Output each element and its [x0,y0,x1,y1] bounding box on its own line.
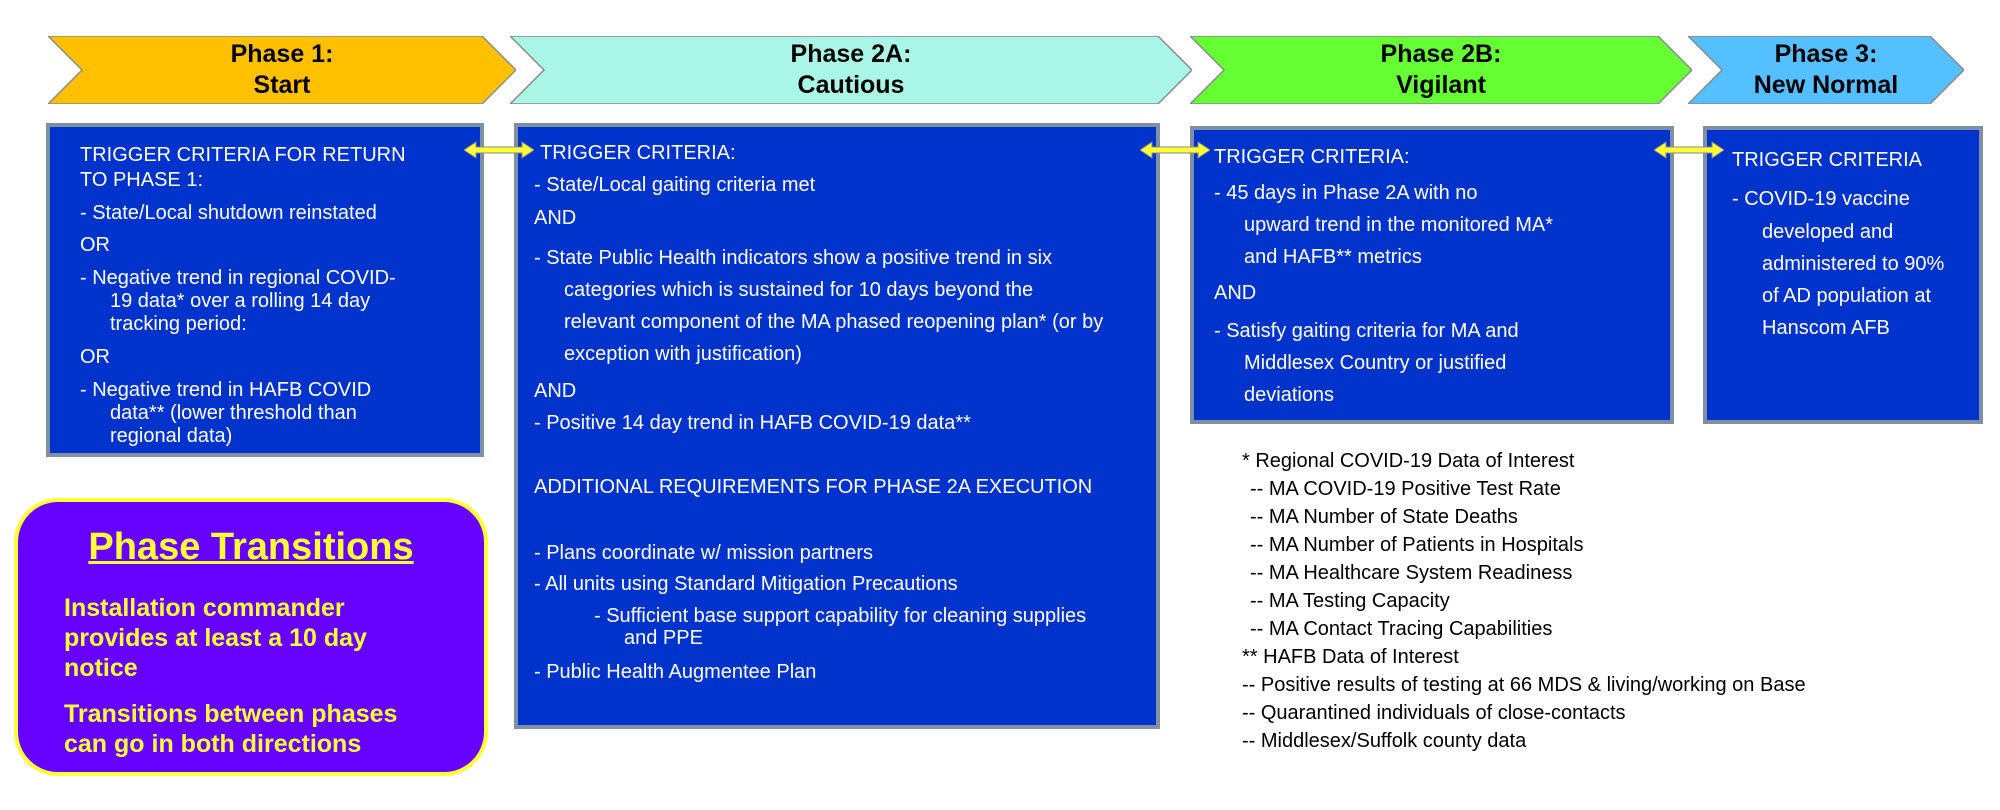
box2-line: and PPE [624,627,703,649]
box1-line: TRIGGER CRITERIA FOR RETURN [80,144,406,166]
legend-item: -- MA COVID-19 Positive Test Rate [1250,478,1561,500]
legend-item: -- MA Contact Tracing Capabilities [1250,618,1553,640]
box3-line: and HAFB** metrics [1244,246,1422,268]
legend-item: -- MA Testing Capacity [1250,590,1450,612]
box1-line: - State/Local shutdown reinstated [80,202,377,224]
legend-item: -- MA Number of State Deaths [1250,506,1518,528]
box1-line: TO PHASE 1: [80,169,204,191]
phase-transitions-title: Phase Transitions [88,526,414,568]
phase-1-criteria-box [46,123,484,457]
legend-item: -- Quarantined individuals of close-contacts [1242,702,1626,724]
box2-line: AND [534,207,577,229]
phase-3-chevron [1688,36,1964,104]
phase-1-chevron [48,36,516,104]
data-of-interest-legend [1242,447,1806,755]
box2-line: - Plans coordinate w/ mission partners [534,542,874,564]
box1-line: - Negative trend in regional COVID- [80,267,396,289]
legend-heading: ** HAFB Data of Interest [1242,646,1459,668]
transition-note: can go in both directions [64,730,362,758]
box3-line: upward trend in the monitored MA* [1244,214,1554,236]
box3-line: deviations [1244,384,1335,406]
box1-line: tracking period: [110,313,247,335]
double-arrow-icon [1654,140,1724,160]
box3-line: - 45 days in Phase 2A with no [1214,182,1478,204]
legend-item: -- Middlesex/Suffolk county data [1242,730,1527,752]
phase-2b-chevron [1190,36,1692,104]
box2-line: TRIGGER CRITERIA: [540,142,736,164]
box3-line: TRIGGER CRITERIA: [1214,146,1410,168]
box4-line: Hanscom AFB [1762,317,1890,339]
box2-line: categories which is sustained for 10 days beyond the [564,279,1034,301]
box2-line: AND [534,380,577,402]
transition-note: provides at least a 10 day [64,624,367,652]
legend-item: -- MA Number of Patients in Hospitals [1250,534,1584,556]
phase-2a-title: Phase 2A: [790,40,912,68]
phase-2a-subtitle: Cautious [797,71,905,99]
box2-line: - Positive 14 day trend in HAFB COVID-19 data** [534,412,971,434]
box1-line: OR [80,234,110,256]
phase-1-subtitle: Start [253,71,311,99]
box2-line: ADDITIONAL REQUIREMENTS FOR PHASE 2A EXECUTION [534,476,1093,498]
box4-line: administered to 90% [1762,253,1945,275]
box2-line: - Sufficient base support capability for cleaning supplies [594,605,1087,627]
transition-note: notice [64,654,138,682]
box4-line: developed and [1762,221,1894,243]
legend-heading: * Regional COVID-19 Data of Interest [1242,450,1575,472]
double-arrow-icon [464,140,534,160]
transition-note: Transitions between phases [64,700,398,728]
phase-2b-title: Phase 2B: [1380,40,1502,68]
legend-item: -- Positive results of testing at 66 MDS & living/working on Base [1242,674,1806,696]
phase-3-criteria-box [1703,126,1983,424]
box1-line: - Negative trend in HAFB COVID [80,379,372,401]
box4-line: - COVID-19 vaccine [1732,188,1910,210]
phase-2b-subtitle: Vigilant [1396,71,1486,99]
box1-line: OR [80,346,110,368]
phase-2a-chevron [510,36,1192,104]
box3-line: Middlesex Country or justified [1244,352,1507,374]
legend-item: -- MA Healthcare System Readiness [1250,562,1573,584]
box3-line: - Satisfy gaiting criteria for MA and [1214,320,1519,342]
box1-line: data** (lower threshold than [110,402,357,424]
transition-note: Installation commander [64,594,345,622]
box2-line: - State Public Health indicators show a positive trend in six [534,247,1053,269]
phase-3-title: Phase 3: [1774,40,1878,68]
box2-line: - State/Local gaiting criteria met [534,174,816,196]
box1-line: 19 data* over a rolling 14 day [110,290,371,312]
box3-line: AND [1214,282,1257,304]
box2-line: - All units using Standard Mitigation Precautions [534,573,958,595]
phase-2b-criteria-box [1190,126,1674,424]
box2-line: - Public Health Augmentee Plan [534,661,817,683]
box2-line: relevant component of the MA phased reopening plan* (or by [564,311,1104,333]
box2-line: exception with justification) [564,343,802,365]
phase-transitions-panel [14,498,488,776]
box1-line: regional data) [110,425,233,447]
phase-1-title: Phase 1: [230,40,334,68]
phase-3-subtitle: New Normal [1753,71,1899,99]
box4-line: of AD population at [1762,285,1932,307]
phase-2a-criteria-box [514,123,1160,729]
double-arrow-icon [1140,140,1210,160]
box4-line: TRIGGER CRITERIA [1732,149,1923,171]
